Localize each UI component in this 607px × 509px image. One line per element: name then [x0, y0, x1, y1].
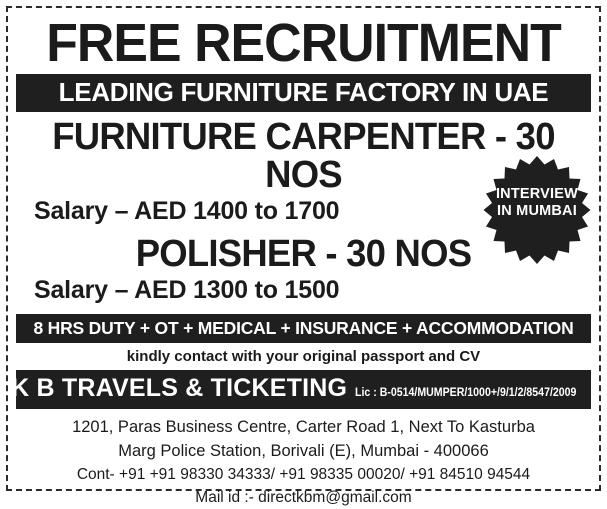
contact-email: Mail id :- directkbm@gmail.com — [195, 488, 412, 506]
badge-text — [479, 156, 595, 250]
badge-line-2: IN MUMBAI — [497, 203, 577, 219]
company-license-number: Lic : B-0514/MUMPER/1000+/9/1/2/8547/2009 — [355, 387, 577, 400]
subheadline-leading-factory: LEADING FURNITURE FACTORY IN UAE — [16, 74, 591, 112]
job-title-carpenter: FURNITURE CARPENTER - 30 NOS — [52, 115, 555, 196]
address-block — [16, 416, 591, 509]
company-bar — [11, 370, 591, 409]
address-line-1: 1201, Paras Business Centre, Carter Road 1, Next To Kasturba — [72, 418, 535, 437]
job-salary-polisher: Salary – AED 1300 to 1500 — [34, 275, 340, 304]
interview-badge — [479, 156, 595, 250]
headline-free-recruitment: FREE RECRUITMENT — [46, 13, 561, 73]
contact-phone-numbers: Cont- +91 +91 98330 34333/ +91 98335 00020/ +91 84510 94544 — [76, 466, 531, 484]
badge-line-1: INTERVIEW — [495, 185, 579, 202]
contact-note: kindly contact with your original passport and CV — [126, 348, 481, 366]
job-title-polisher: POLISHER - 30 NOS — [135, 232, 472, 275]
job-salary-carpenter: Salary – AED 1400 to 1700 — [34, 196, 340, 225]
benefits-bar: 8 HRS DUTY + OT + MEDICAL + INSURANCE + ACCOMMODATION — [16, 314, 591, 344]
address-line-2: Marg Police Station, Borivali (E), Mumbai - 400066 — [118, 442, 489, 461]
company-name: K B TRAVELS & TICKETING — [11, 374, 348, 403]
